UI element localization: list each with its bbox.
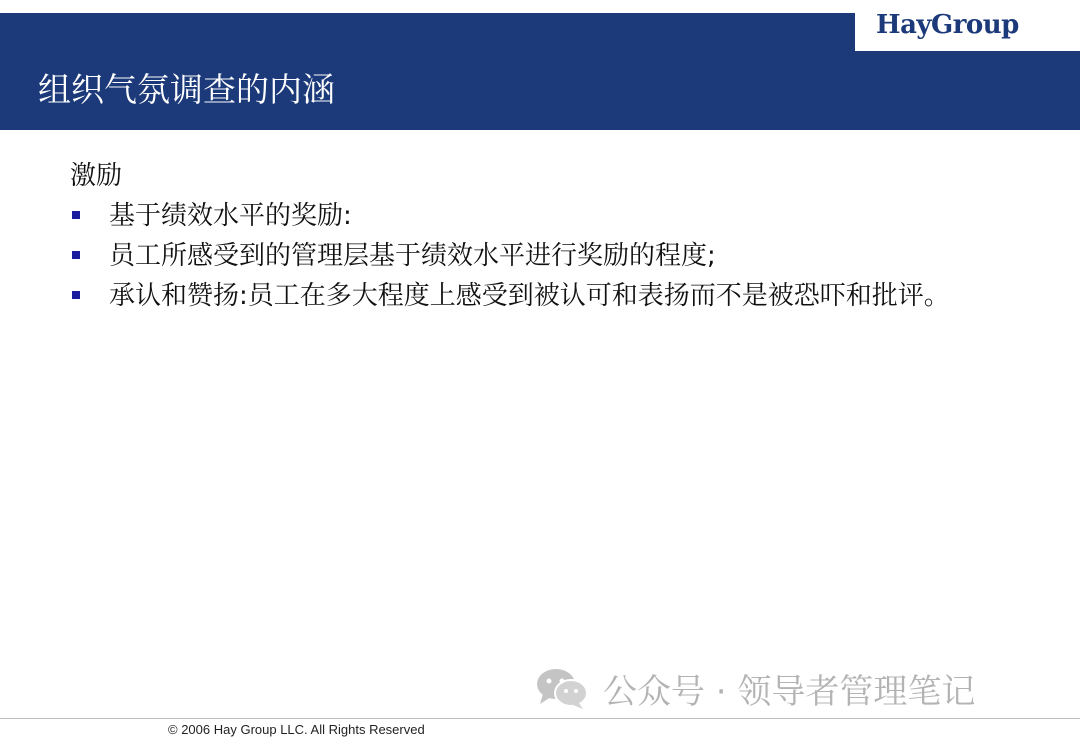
section-heading: 激励 [70,161,123,191]
wechat-icon [535,666,589,710]
bullet-text: 基于绩效水平的奖励: [109,201,352,231]
bullet-item [70,196,990,236]
slide-title: 组织气氛调查的内涵 [38,70,335,109]
bullet-text: 员工所感受到的管理层基于绩效水平进行奖励的程度; [109,241,716,271]
square-bullet-icon [72,291,80,299]
square-bullet-icon [72,251,80,259]
haygroup-logo: HayGroup [876,10,1019,40]
watermark-text: 公众号 · 领导者管理笔记 [603,671,976,712]
bullet-item [70,276,990,316]
watermark [535,666,975,710]
bullet-item [70,236,990,276]
footer-divider [0,718,1080,719]
content-area [70,156,990,316]
footer-copyright: © 2006 Hay Group LLC. All Rights Reserved [168,722,425,737]
bullet-text: 承认和赞扬:员工在多大程度上感受到被认可和表扬而不是被恐吓和批评。 [109,281,950,311]
square-bullet-icon [72,211,80,219]
